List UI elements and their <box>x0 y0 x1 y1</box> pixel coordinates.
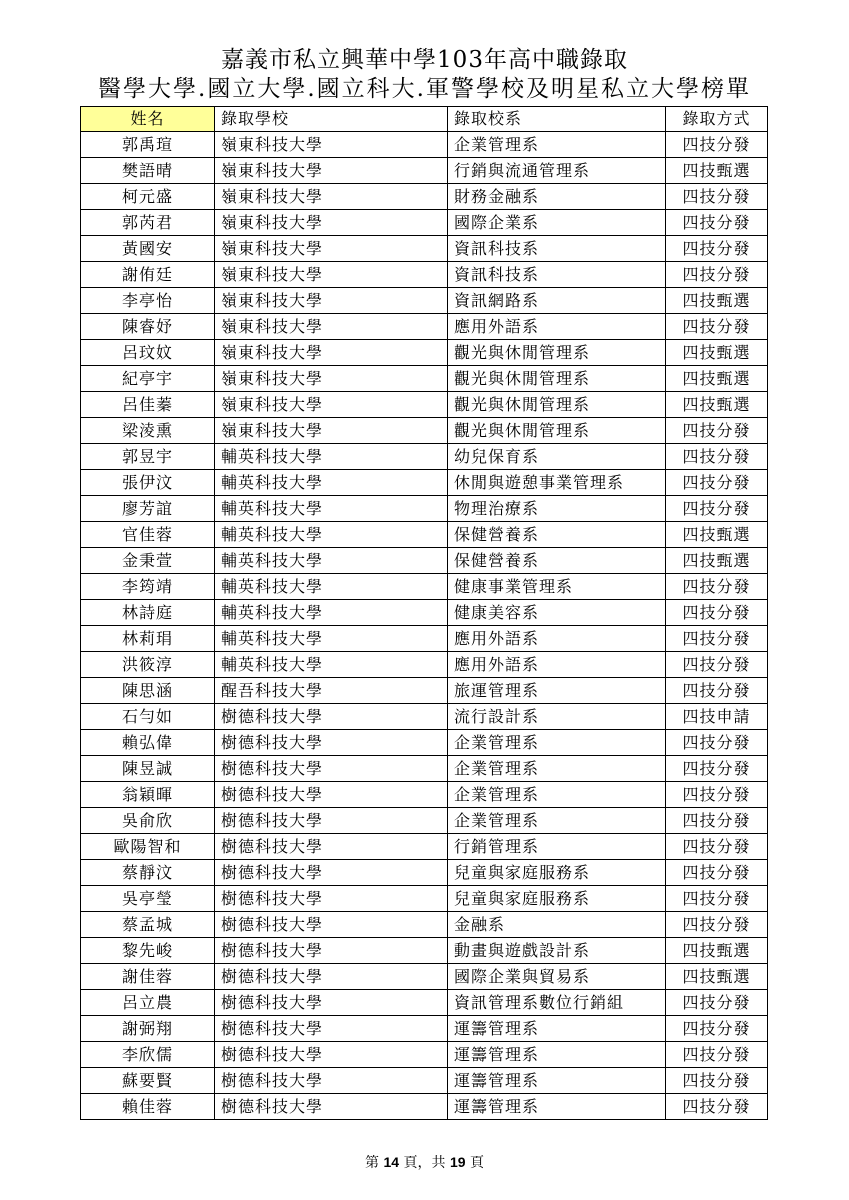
footer-page-number: 14 <box>383 1154 400 1170</box>
table-row <box>81 964 768 990</box>
header-method: 錄取方式 <box>666 107 768 132</box>
cell-method: 四技分發 <box>666 678 768 704</box>
table-row <box>81 834 768 860</box>
cell-school: 輔英科技大學 <box>215 496 448 522</box>
cell-school: 嶺東科技大學 <box>215 340 448 366</box>
cell-name: 陳昱誠 <box>81 756 215 782</box>
table-row <box>81 652 768 678</box>
cell-name: 蔡孟城 <box>81 912 215 938</box>
cell-name: 梁淩熏 <box>81 418 215 444</box>
cell-school: 樹德科技大學 <box>215 1094 448 1120</box>
cell-department: 幼兒保育系 <box>448 444 666 470</box>
cell-name: 廖芳誼 <box>81 496 215 522</box>
cell-method: 四技分發 <box>666 132 768 158</box>
cell-name: 歐陽智和 <box>81 834 215 860</box>
cell-school: 嶺東科技大學 <box>215 158 448 184</box>
table-row <box>81 522 768 548</box>
cell-school: 輔英科技大學 <box>215 600 448 626</box>
table-row <box>81 574 768 600</box>
cell-department: 運籌管理系 <box>448 1094 666 1120</box>
cell-method: 四技分發 <box>666 834 768 860</box>
cell-department: 兒童與家庭服務系 <box>448 886 666 912</box>
table-row <box>81 132 768 158</box>
cell-department: 觀光與休閒管理系 <box>448 418 666 444</box>
table-row <box>81 600 768 626</box>
cell-school: 輔英科技大學 <box>215 548 448 574</box>
cell-department: 企業管理系 <box>448 730 666 756</box>
cell-name: 呂立農 <box>81 990 215 1016</box>
table-body <box>81 132 768 1120</box>
cell-department: 保健營養系 <box>448 548 666 574</box>
table-row <box>81 626 768 652</box>
cell-department: 資訊網路系 <box>448 288 666 314</box>
cell-school: 輔英科技大學 <box>215 652 448 678</box>
cell-department: 健康事業管理系 <box>448 574 666 600</box>
cell-name: 吳俞欣 <box>81 808 215 834</box>
cell-name: 洪筱淳 <box>81 652 215 678</box>
table-row <box>81 782 768 808</box>
cell-name: 石勻如 <box>81 704 215 730</box>
cell-method: 四技甄選 <box>666 522 768 548</box>
cell-school: 樹德科技大學 <box>215 1016 448 1042</box>
cell-department: 觀光與休閒管理系 <box>448 340 666 366</box>
cell-department: 運籌管理系 <box>448 1016 666 1042</box>
cell-method: 四技分發 <box>666 1016 768 1042</box>
table-row <box>81 444 768 470</box>
cell-school: 嶺東科技大學 <box>215 184 448 210</box>
cell-method: 四技甄選 <box>666 392 768 418</box>
cell-method: 四技分發 <box>666 184 768 210</box>
header-school: 錄取學校 <box>215 107 448 132</box>
cell-method: 四技分發 <box>666 418 768 444</box>
cell-name: 張伊汶 <box>81 470 215 496</box>
cell-school: 嶺東科技大學 <box>215 288 448 314</box>
cell-department: 企業管理系 <box>448 782 666 808</box>
table-row <box>81 496 768 522</box>
cell-department: 物理治療系 <box>448 496 666 522</box>
cell-school: 樹德科技大學 <box>215 756 448 782</box>
cell-method: 四技甄選 <box>666 548 768 574</box>
table-row <box>81 366 768 392</box>
cell-method: 四技甄選 <box>666 938 768 964</box>
cell-department: 應用外語系 <box>448 652 666 678</box>
cell-name: 吳亭瑩 <box>81 886 215 912</box>
cell-school: 樹德科技大學 <box>215 704 448 730</box>
cell-method: 四技甄選 <box>666 366 768 392</box>
table-row <box>81 1016 768 1042</box>
cell-department: 行銷與流通管理系 <box>448 158 666 184</box>
table-row <box>81 314 768 340</box>
table-row <box>81 210 768 236</box>
cell-school: 嶺東科技大學 <box>215 314 448 340</box>
cell-school: 嶺東科技大學 <box>215 210 448 236</box>
table-row <box>81 730 768 756</box>
cell-name: 陳睿妤 <box>81 314 215 340</box>
table-row <box>81 912 768 938</box>
table-row <box>81 860 768 886</box>
cell-department: 觀光與休閒管理系 <box>448 392 666 418</box>
cell-method: 四技分發 <box>666 808 768 834</box>
cell-school: 嶺東科技大學 <box>215 262 448 288</box>
cell-school: 樹德科技大學 <box>215 886 448 912</box>
cell-method: 四技分發 <box>666 600 768 626</box>
page-footer <box>0 1153 849 1172</box>
cell-name: 柯元盛 <box>81 184 215 210</box>
cell-department: 財務金融系 <box>448 184 666 210</box>
cell-method: 四技申請 <box>666 704 768 730</box>
cell-method: 四技分發 <box>666 496 768 522</box>
cell-department: 運籌管理系 <box>448 1068 666 1094</box>
cell-method: 四技分發 <box>666 912 768 938</box>
table-header-row <box>81 107 768 132</box>
cell-name: 翁穎暉 <box>81 782 215 808</box>
document-subtitle: 醫學大學.國立大學.國立科大.軍警學校及明星私立大學榜單 <box>98 76 751 102</box>
cell-department: 健康美容系 <box>448 600 666 626</box>
cell-school: 樹德科技大學 <box>215 730 448 756</box>
table-row <box>81 1094 768 1120</box>
cell-name: 謝侑廷 <box>81 262 215 288</box>
table-row <box>81 418 768 444</box>
cell-department: 金融系 <box>448 912 666 938</box>
table-row <box>81 236 768 262</box>
footer-prefix: 第 <box>365 1155 380 1171</box>
cell-school: 樹德科技大學 <box>215 782 448 808</box>
cell-school: 樹德科技大學 <box>215 938 448 964</box>
cell-school: 輔英科技大學 <box>215 626 448 652</box>
table-row <box>81 470 768 496</box>
table-row <box>81 990 768 1016</box>
table-row <box>81 262 768 288</box>
cell-school: 嶺東科技大學 <box>215 236 448 262</box>
cell-department: 企業管理系 <box>448 756 666 782</box>
cell-department: 保健營養系 <box>448 522 666 548</box>
cell-name: 金秉萱 <box>81 548 215 574</box>
cell-name: 郭禹瑄 <box>81 132 215 158</box>
cell-school: 輔英科技大學 <box>215 470 448 496</box>
cell-method: 四技分發 <box>666 1068 768 1094</box>
cell-department: 動畫與遊戲設計系 <box>448 938 666 964</box>
cell-name: 李亭怡 <box>81 288 215 314</box>
cell-school: 輔英科技大學 <box>215 522 448 548</box>
cell-department: 應用外語系 <box>448 626 666 652</box>
cell-school: 嶺東科技大學 <box>215 366 448 392</box>
cell-method: 四技分發 <box>666 782 768 808</box>
cell-department: 國際企業系 <box>448 210 666 236</box>
cell-school: 嶺東科技大學 <box>215 132 448 158</box>
cell-method: 四技甄選 <box>666 340 768 366</box>
table-row <box>81 938 768 964</box>
cell-name: 黎先峻 <box>81 938 215 964</box>
table-row <box>81 548 768 574</box>
cell-name: 李欣儒 <box>81 1042 215 1068</box>
cell-method: 四技分發 <box>666 860 768 886</box>
cell-name: 陳思涵 <box>81 678 215 704</box>
cell-school: 樹德科技大學 <box>215 1068 448 1094</box>
cell-method: 四技分發 <box>666 470 768 496</box>
cell-name: 林詩庭 <box>81 600 215 626</box>
cell-school: 嶺東科技大學 <box>215 418 448 444</box>
cell-name: 林莉琄 <box>81 626 215 652</box>
cell-name: 賴弘偉 <box>81 730 215 756</box>
cell-name: 蘇要賢 <box>81 1068 215 1094</box>
table-row <box>81 392 768 418</box>
cell-name: 蔡靜汶 <box>81 860 215 886</box>
cell-name: 樊語晴 <box>81 158 215 184</box>
cell-name: 紀亭宇 <box>81 366 215 392</box>
header-name: 姓名 <box>81 107 215 132</box>
cell-method: 四技分發 <box>666 626 768 652</box>
cell-name: 呂佳蓁 <box>81 392 215 418</box>
cell-method: 四技分發 <box>666 1094 768 1120</box>
table-row <box>81 340 768 366</box>
table-row <box>81 288 768 314</box>
cell-department: 企業管理系 <box>448 808 666 834</box>
cell-method: 四技分發 <box>666 886 768 912</box>
cell-method: 四技分發 <box>666 574 768 600</box>
cell-department: 兒童與家庭服務系 <box>448 860 666 886</box>
cell-method: 四技甄選 <box>666 288 768 314</box>
cell-method: 四技分發 <box>666 314 768 340</box>
cell-method: 四技分發 <box>666 262 768 288</box>
cell-school: 樹德科技大學 <box>215 808 448 834</box>
table-row <box>81 1068 768 1094</box>
document-title: 嘉義市私立興華中學103年高中職錄取 <box>221 47 628 73</box>
cell-name: 賴佳蓉 <box>81 1094 215 1120</box>
cell-school: 輔英科技大學 <box>215 444 448 470</box>
cell-name: 謝佳蓉 <box>81 964 215 990</box>
cell-name: 官佳蓉 <box>81 522 215 548</box>
cell-method: 四技分發 <box>666 236 768 262</box>
cell-department: 資訊科技系 <box>448 262 666 288</box>
table-row <box>81 678 768 704</box>
header-department: 錄取校系 <box>448 107 666 132</box>
cell-method: 四技分發 <box>666 652 768 678</box>
cell-name: 郭芮君 <box>81 210 215 236</box>
admission-table <box>80 106 768 1120</box>
cell-name: 李筠靖 <box>81 574 215 600</box>
cell-school: 樹德科技大學 <box>215 964 448 990</box>
cell-name: 黃國安 <box>81 236 215 262</box>
cell-method: 四技分發 <box>666 756 768 782</box>
cell-method: 四技分發 <box>666 210 768 236</box>
cell-department: 國際企業與貿易系 <box>448 964 666 990</box>
cell-department: 休閒與遊憩事業管理系 <box>448 470 666 496</box>
table-row <box>81 886 768 912</box>
cell-school: 醒吾科技大學 <box>215 678 448 704</box>
cell-school: 嶺東科技大學 <box>215 392 448 418</box>
table-row <box>81 158 768 184</box>
cell-method: 四技分發 <box>666 1042 768 1068</box>
cell-school: 樹德科技大學 <box>215 912 448 938</box>
cell-department: 流行設計系 <box>448 704 666 730</box>
cell-name: 呂玟妏 <box>81 340 215 366</box>
cell-department: 企業管理系 <box>448 132 666 158</box>
cell-school: 樹德科技大學 <box>215 860 448 886</box>
cell-department: 資訊管理系數位行銷組 <box>448 990 666 1016</box>
footer-middle: 頁，共 <box>403 1155 446 1171</box>
cell-method: 四技分發 <box>666 990 768 1016</box>
cell-department: 應用外語系 <box>448 314 666 340</box>
cell-method: 四技分發 <box>666 444 768 470</box>
table-row <box>81 184 768 210</box>
footer-suffix: 頁 <box>469 1155 484 1171</box>
table-row <box>81 808 768 834</box>
cell-department: 旅運管理系 <box>448 678 666 704</box>
cell-department: 資訊科技系 <box>448 236 666 262</box>
table-row <box>81 756 768 782</box>
cell-name: 郭昱宇 <box>81 444 215 470</box>
cell-name: 謝弼翔 <box>81 1016 215 1042</box>
cell-school: 輔英科技大學 <box>215 574 448 600</box>
cell-school: 樹德科技大學 <box>215 990 448 1016</box>
cell-school: 樹德科技大學 <box>215 1042 448 1068</box>
table-row <box>81 704 768 730</box>
cell-method: 四技甄選 <box>666 158 768 184</box>
cell-department: 觀光與休閒管理系 <box>448 366 666 392</box>
table-row <box>81 1042 768 1068</box>
footer-total-pages: 19 <box>449 1154 466 1170</box>
cell-school: 樹德科技大學 <box>215 834 448 860</box>
cell-department: 行銷管理系 <box>448 834 666 860</box>
cell-method: 四技分發 <box>666 730 768 756</box>
cell-method: 四技甄選 <box>666 964 768 990</box>
cell-department: 運籌管理系 <box>448 1042 666 1068</box>
